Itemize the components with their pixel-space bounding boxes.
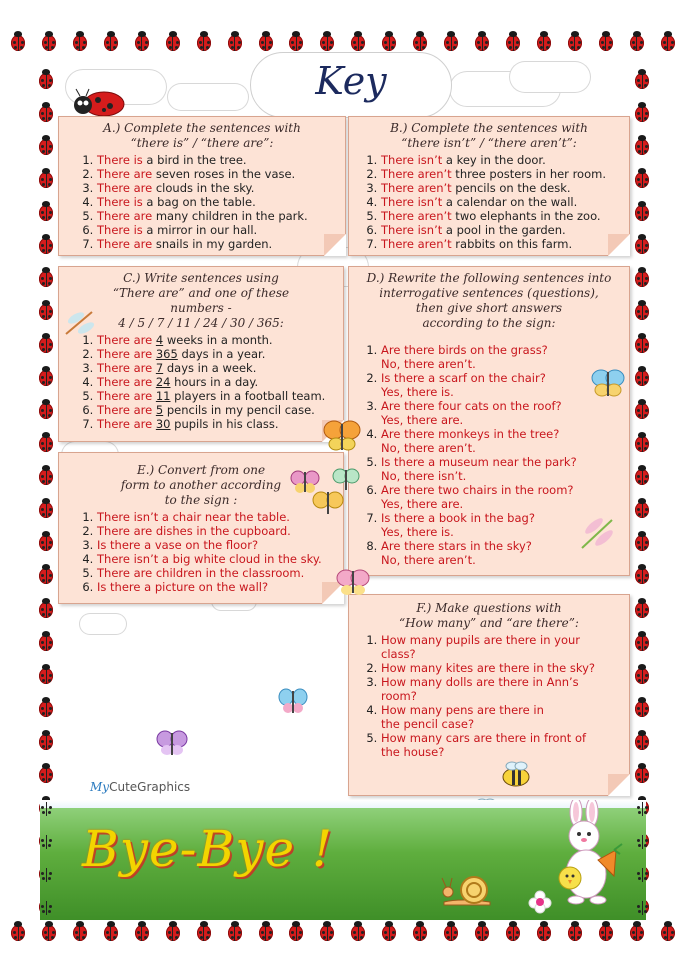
short-answer-text: No, there aren’t. (381, 441, 476, 455)
list-item (381, 455, 629, 483)
section-f-box (348, 594, 630, 796)
list-item (97, 389, 343, 403)
list-item (381, 675, 629, 703)
number-text: 24 (155, 375, 171, 389)
cloud-decoration (168, 84, 248, 110)
ladybug-icon (163, 30, 183, 52)
header-line: 4 / 5 / 7 / 11 / 24 / 30 / 365: (118, 316, 284, 330)
ladybug-icon (627, 30, 647, 52)
list-item (381, 167, 629, 181)
list-item (381, 731, 629, 759)
sentence-text: weeks in a month. (163, 333, 273, 347)
section-c-header (59, 271, 343, 331)
question-text: Are there two chairs in the room? (381, 483, 574, 497)
list-item (97, 580, 343, 594)
ladybug-icon (36, 299, 56, 321)
list-item (381, 209, 629, 223)
ladybug-icon (632, 497, 652, 519)
list-item (97, 566, 343, 580)
ladybug-icon (8, 920, 28, 942)
ladybug-icon (658, 920, 678, 942)
answer-text: There isn’t (381, 223, 443, 237)
butterfly-icon (322, 418, 362, 454)
list-item (97, 417, 343, 431)
sentence-text: hours in a day. (170, 375, 259, 389)
answer-text: There are children in the classroom. (97, 566, 305, 580)
snail-icon (440, 872, 500, 906)
answer-text: There are (97, 167, 153, 181)
ladybug-icon (225, 30, 245, 52)
header-line: B.) Complete the sentences with (390, 121, 588, 135)
question-text: How many dolls are there in Ann’s (381, 675, 579, 689)
butterfly-icon (590, 366, 626, 400)
ladybug-icon (632, 134, 652, 156)
ladybug-icon (36, 431, 56, 453)
ladybug-icon (503, 920, 523, 942)
ladybug-icon (36, 365, 56, 387)
butterfly-icon (336, 566, 370, 598)
ladybug-icon (36, 762, 56, 784)
header-line: “there is” / “there are”: (130, 136, 274, 150)
ladybug-icon (36, 233, 56, 255)
ladybug-icon (632, 398, 652, 420)
number-text: 30 (155, 417, 171, 431)
ladybug-icon (632, 762, 652, 784)
list-item (97, 237, 345, 251)
header-line: form to another according (120, 478, 282, 492)
header-line: numbers - (170, 301, 232, 315)
title-cloud (250, 52, 452, 118)
page-curl (608, 774, 630, 796)
ladybug-icon (632, 597, 652, 619)
ladybug-icon (565, 30, 585, 52)
ladybug-icon (36, 332, 56, 354)
bee-icon (498, 760, 534, 788)
header-line: interrogative sentences (questions), (379, 286, 599, 300)
ladybug-icon (36, 167, 56, 189)
question-text: Is there a scarf on the chair? (381, 371, 546, 385)
answer-text: Is there a vase on the floor? (97, 538, 259, 552)
ladybug-icon (256, 920, 276, 942)
ladybug-icon (225, 920, 245, 942)
answer-text: There are (97, 417, 153, 431)
sentence-text: many children in the park. (152, 209, 308, 223)
ladybug-icon (472, 30, 492, 52)
header-line: “How many” and “are there”: (399, 616, 579, 630)
ladybug-icon (632, 563, 652, 585)
question-text: room? (381, 689, 417, 703)
ladybug-icon (632, 167, 652, 189)
sentence-text: two elephants in the zoo. (451, 209, 601, 223)
section-f-list (349, 633, 629, 759)
answer-text: There isn’t (381, 153, 443, 167)
sentence-text: a mirror in our hall. (142, 223, 258, 237)
ladybug-icon (565, 920, 585, 942)
ladybug-icon (632, 729, 652, 751)
list-item (381, 195, 629, 209)
question-text: the house? (381, 745, 445, 759)
answer-text: There is (97, 153, 143, 167)
ladybug-icon (632, 630, 652, 652)
ladybug-icon (632, 233, 652, 255)
short-answer-text: No, there aren’t. (381, 357, 476, 371)
ladybug-icon (8, 30, 28, 52)
section-f-header (349, 601, 629, 631)
list-item (97, 167, 345, 181)
ladybug-icon (472, 920, 492, 942)
list-item (97, 538, 343, 552)
ladybug-icon (596, 920, 616, 942)
answer-text: There are (97, 347, 153, 361)
ladybug-icon (132, 30, 152, 52)
ladybug-icon (36, 134, 56, 156)
header-line: then give short answers (415, 301, 563, 315)
list-item (381, 223, 629, 237)
sentence-text: rabbits on this farm. (451, 237, 573, 251)
answer-text: There are (97, 361, 153, 375)
ladybug-icon (132, 920, 152, 942)
ladybug-icon (36, 266, 56, 288)
answer-text: There aren’t (381, 181, 452, 195)
ladybug-icon (256, 30, 276, 52)
ladybug-icon (194, 30, 214, 52)
section-c-box (58, 266, 344, 442)
short-answer-text: Yes, there is. (381, 385, 454, 399)
ladybug-icon (70, 920, 90, 942)
sentence-text: three posters in her room. (451, 167, 606, 181)
question-text: Are there stars in the sky? (381, 539, 532, 553)
short-answer-text: Yes, there are. (381, 413, 464, 427)
question-text: Is there a museum near the park? (381, 455, 577, 469)
ladybug-border-bottom (0, 920, 686, 960)
ladybug-icon (658, 30, 678, 52)
question-text: Is there a book in the bag? (381, 511, 535, 525)
ladybug-icon (36, 101, 56, 123)
ladybug-icon (101, 920, 121, 942)
question-text: Are there four cats on the roof? (381, 399, 562, 413)
bye-bye-text: Bye-Bye ! (82, 820, 334, 878)
answer-text: There are dishes in the cupboard. (97, 524, 291, 538)
answer-text: There are (97, 389, 153, 403)
ladybug-icon (632, 431, 652, 453)
question-text: class? (381, 647, 416, 661)
ladybug-icon (441, 920, 461, 942)
ladybug-icon (632, 696, 652, 718)
question-text: How many pupils are there in your (381, 633, 580, 647)
ladybug-icon (596, 30, 616, 52)
answer-text: There are (97, 181, 153, 195)
ladybug-icon (36, 563, 56, 585)
ladybug-icon (163, 920, 183, 942)
ladybug-icon (410, 30, 430, 52)
list-item (97, 223, 345, 237)
ladybug-icon (39, 920, 59, 942)
sentence-text: a pool in the garden. (442, 223, 566, 237)
answer-text: There are (97, 375, 153, 389)
answer-text: There aren’t (381, 167, 452, 181)
ladybug-icon (632, 266, 652, 288)
ladybug-icon (632, 299, 652, 321)
dragonfly-icon (578, 514, 618, 552)
number-text: 5 (155, 403, 164, 417)
sentence-text: a bag on the table. (142, 195, 256, 209)
sentence-text: snails in my garden. (152, 237, 273, 251)
ladybug-icon (36, 464, 56, 486)
sentence-text: players in a football team. (170, 389, 326, 403)
ladybug-icon (317, 30, 337, 52)
answer-text: There isn’t a big white cloud in the sky. (97, 552, 322, 566)
ladybug-icon (36, 597, 56, 619)
sentence-text: days in a week. (163, 361, 257, 375)
ladybug-icon (379, 30, 399, 52)
list-item (381, 633, 629, 661)
ladybug-icon (534, 920, 554, 942)
ladybug-icon (286, 30, 306, 52)
section-e-list (59, 510, 343, 594)
ladybug-icon (632, 365, 652, 387)
brand-prefix: My (90, 780, 110, 794)
header-line: according to the sign: (422, 316, 556, 330)
question-text: the pencil case? (381, 717, 475, 731)
sentence-text: pupils in his class. (170, 417, 279, 431)
list-item (97, 375, 343, 389)
cloud-decoration (510, 62, 590, 92)
page-curl (324, 234, 346, 256)
section-c-list (59, 333, 343, 431)
question-text: How many kites are there in the sky? (381, 661, 595, 675)
ladybug-icon (36, 663, 56, 685)
ladybug-icon (36, 68, 56, 90)
question-text: Are there birds on the grass? (381, 343, 548, 357)
brand-name: CuteGraphics (109, 780, 191, 794)
list-item (381, 427, 629, 455)
ladybug-icon (101, 30, 121, 52)
list-item (381, 153, 629, 167)
sentence-text: a calendar on the wall. (442, 195, 578, 209)
butterfly-icon (312, 488, 344, 518)
section-d-header (349, 271, 629, 331)
list-item (97, 181, 345, 195)
answer-text: There isn’t a chair near the table. (97, 510, 290, 524)
answer-text: There is (97, 223, 143, 237)
list-item (381, 237, 629, 251)
ladybug-icon (36, 497, 56, 519)
question-text: How many cars are there in front of (381, 731, 587, 745)
page-title: Key (315, 59, 387, 103)
ladybug-icon (70, 30, 90, 52)
list-item (97, 333, 343, 347)
answer-text: There aren’t (381, 237, 452, 251)
ladybug-icon (503, 30, 523, 52)
section-b-list (349, 153, 629, 251)
short-answer-text: No, there aren’t. (381, 553, 476, 567)
ladybug-icon (39, 30, 59, 52)
sentence-text: a bird in the tree. (142, 153, 247, 167)
answer-text: There aren’t (381, 209, 452, 223)
ladybug-icon (632, 68, 652, 90)
list-item (381, 703, 629, 731)
section-a-box (58, 116, 346, 256)
header-line: “There are” and one of these (112, 286, 290, 300)
ladybug-icon (441, 30, 461, 52)
answer-text: Is there a picture on the wall? (97, 580, 269, 594)
ladybug-icon (632, 332, 652, 354)
cloud-decoration (80, 614, 126, 634)
section-b-header (349, 121, 629, 151)
ladybug-icon (534, 30, 554, 52)
question-text: How many pens are there in (381, 703, 544, 717)
short-answer-text: Yes, there are. (381, 497, 464, 511)
ladybug-icon (632, 530, 652, 552)
ladybug-icon (194, 920, 214, 942)
butterfly-icon (278, 686, 308, 716)
list-item (97, 524, 343, 538)
ladybug-icon (36, 398, 56, 420)
list-item (97, 361, 343, 375)
header-line: C.) Write sentences using (123, 271, 279, 285)
ladybug-icon (348, 30, 368, 52)
list-item (381, 181, 629, 195)
ladybug-icon (317, 920, 337, 942)
answer-text: There are (97, 333, 153, 347)
number-text: 4 (155, 333, 164, 347)
ladybug-icon (286, 920, 306, 942)
ladybug-character-icon (68, 88, 126, 118)
ladybug-icon (348, 920, 368, 942)
list-item (97, 403, 343, 417)
header-line: F.) Make questions with (416, 601, 562, 615)
list-item (97, 209, 345, 223)
ladybug-icon (36, 200, 56, 222)
list-item (97, 347, 343, 361)
list-item (381, 483, 629, 511)
ladybug-icon (632, 101, 652, 123)
list-item (381, 661, 629, 675)
list-item (97, 510, 343, 524)
dragonfly-icon (62, 308, 98, 338)
number-text: 11 (155, 389, 171, 403)
number-text: 365 (155, 347, 178, 361)
sentence-text: clouds in the sky. (152, 181, 255, 195)
ladybug-icon (632, 464, 652, 486)
ladybug-icon (36, 696, 56, 718)
answer-text: There are (97, 403, 153, 417)
number-text: 7 (155, 361, 164, 375)
ladybug-icon (36, 530, 56, 552)
bunny-and-chick-icon (552, 800, 624, 906)
butterfly-icon (156, 728, 188, 758)
flower-icon (528, 890, 552, 914)
ladybug-icon (632, 663, 652, 685)
header-line: A.) Complete the sentences with (103, 121, 301, 135)
page-curl (608, 234, 630, 256)
list-item (97, 552, 343, 566)
sentence-text: seven roses in the vase. (152, 167, 296, 181)
answer-text: There isn’t (381, 195, 443, 209)
ladybug-icon (632, 200, 652, 222)
sentence-text: pencils in my pencil case. (163, 403, 315, 417)
sentence-text: days in a year. (177, 347, 266, 361)
sentence-text: pencils on the desk. (451, 181, 571, 195)
sentence-text: a key in the door. (442, 153, 546, 167)
answer-text: There is (97, 195, 143, 209)
list-item (97, 195, 345, 209)
section-a-list (59, 153, 345, 251)
short-answer-text: Yes, there is. (381, 525, 454, 539)
list-item (381, 399, 629, 427)
section-a-header (59, 121, 345, 151)
header-line: E.) Convert from one (136, 463, 266, 477)
header-line: to the sign : (164, 493, 238, 507)
list-item (97, 153, 345, 167)
ladybug-icon (36, 630, 56, 652)
ladybug-icon (379, 920, 399, 942)
ladybug-icon (410, 920, 430, 942)
answer-text: There are (97, 237, 153, 251)
question-text: Are there monkeys in the tree? (381, 427, 560, 441)
ladybug-icon (36, 729, 56, 751)
brand-logo (90, 780, 190, 794)
section-b-box (348, 116, 630, 256)
header-line: D.) Rewrite the following sentences into (366, 271, 612, 285)
answer-text: There are (97, 209, 153, 223)
header-line: “there isn’t” / “there aren’t”: (401, 136, 577, 150)
ladybug-icon (627, 920, 647, 942)
short-answer-text: No, there isn’t. (381, 469, 467, 483)
